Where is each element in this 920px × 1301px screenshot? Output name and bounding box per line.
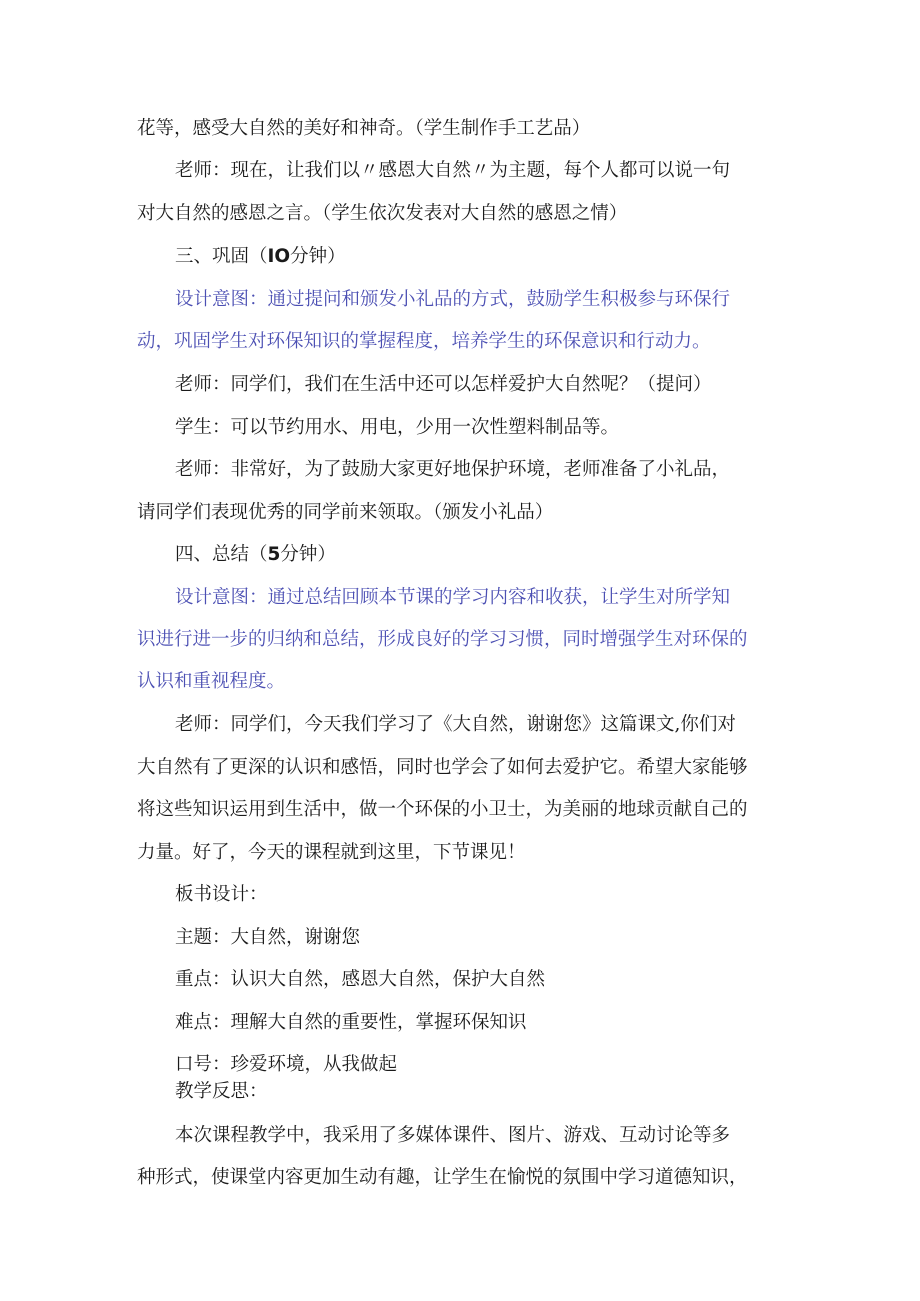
- design-intent-line: 认识和重视程度。: [137, 671, 286, 692]
- paragraph-line: 力量。好了，今天的课程就到这里，下节课见！: [137, 842, 526, 863]
- blackboard-item-theme: 主题：大自然，谢谢您: [175, 927, 361, 948]
- paragraph-line: 对大自然的感恩之言。（学生依次发表对大自然的感恩之情）: [137, 203, 628, 224]
- design-intent-line: 识进行进一步的归纳和总结，形成良好的学习习惯，同时增强学生对环保的: [137, 629, 748, 650]
- blackboard-item-slogan: 口号：珍爱环境，从我做起: [175, 1054, 398, 1075]
- paragraph-line: 本次课程教学中，我采用了多媒体课件、图片、游戏、互动讨论等多: [175, 1125, 731, 1146]
- paragraph-line: 老师：同学们，我们在生活中还可以怎样爱护大自然呢？（提问）: [175, 374, 712, 395]
- design-intent-line: 设计意图：通过总结回顾本节课的学习内容和收获，让学生对所学知: [175, 587, 731, 608]
- blackboard-item-focus: 重点：认识大自然，感恩大自然，保护大自然: [175, 969, 546, 990]
- paragraph-line: 大自然有了更深的认识和感悟，同时也学会了如何去爱护它。希望大家能够: [137, 757, 748, 778]
- paragraph-line: 种形式，使课堂内容更加生动有趣，让学生在愉悦的氛围中学习道德知识，: [137, 1167, 748, 1188]
- blackboard-item-difficulty: 难点：理解大自然的重要性，掌握环保知识: [175, 1012, 527, 1033]
- paragraph-line: 学生：可以节约用水、用电，少用一次性塑料制品等。: [175, 417, 620, 438]
- blackboard-design-heading: 板书设计：: [175, 884, 268, 905]
- paragraph-line: 请同学们表现优秀的同学前来领取。（颁发小礼品）: [137, 502, 554, 523]
- paragraph-line: 老师：非常好，为了鼓励大家更好地保护环境，老师准备了小礼品，: [175, 459, 731, 480]
- paragraph-line: 将这些知识运用到生活中，做一个环保的小卫士，为美丽的地球贡献自己的: [137, 799, 748, 820]
- design-intent-line: 动，巩固学生对环保知识的掌握程度，培养学生的环保意识和行动力。: [137, 331, 711, 352]
- section-heading-consolidate: 三、巩固（IO分钟）: [175, 246, 346, 267]
- paragraph-line: 老师：同学们，今天我们学习了《大自然，谢谢您》这篇课文,你们对: [175, 714, 736, 735]
- paragraph-line: 花等，感受大自然的美好和神奇。（学生制作手工艺品）: [137, 118, 591, 139]
- section-heading-summary: 四、总结（5分钟）: [175, 544, 336, 565]
- design-intent-line: 设计意图：通过提问和颁发小礼品的方式，鼓励学生积极参与环保行: [175, 289, 731, 310]
- teaching-reflection-heading: 教学反思：: [175, 1081, 268, 1102]
- paragraph-line: 老师：现在，让我们以〃感恩大自然〃为主题，每个人都可以说一句: [175, 160, 731, 181]
